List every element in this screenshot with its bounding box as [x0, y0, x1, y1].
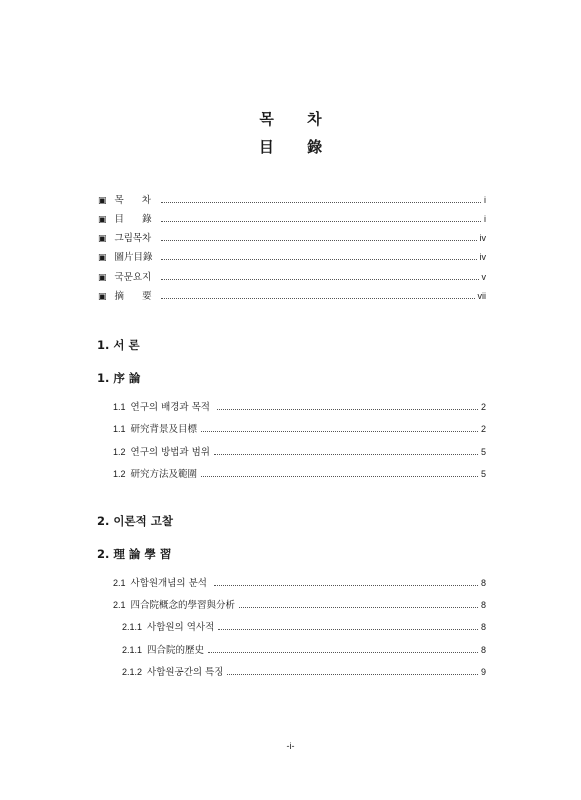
toc-front-item[interactable]: [98, 232, 486, 245]
toc-entry[interactable]: [113, 401, 486, 414]
toc-front-item[interactable]: [98, 213, 486, 226]
square-bullet-icon: ▣: [98, 234, 107, 244]
toc-entry-number: 1.2: [113, 469, 126, 479]
toc-entry-label: 국문요지: [114, 272, 152, 283]
toc-entry[interactable]: [122, 621, 486, 634]
toc-entry-label: 研究背景及目標: [130, 424, 198, 435]
toc-entry-number: 2.1.2: [122, 667, 143, 677]
toc-entry-label: 그림목차: [114, 233, 152, 244]
dot-leader: [217, 409, 478, 410]
dot-leader: [218, 629, 478, 630]
toc-front-item[interactable]: [98, 194, 486, 207]
chapter-heading[interactable]: 2. 理 論 學 習: [97, 547, 172, 561]
toc-entry-number: 1.1: [113, 424, 126, 434]
toc-entry-label: 연구의 방법과 범위: [130, 447, 210, 458]
dot-leader: [161, 202, 481, 203]
dot-leader: [201, 476, 478, 477]
toc-entry-label: 目 錄: [114, 214, 152, 225]
toc-title-korean: 목 차: [259, 110, 336, 128]
toc-entry-label: 연구의 배경과 목적: [130, 402, 213, 413]
toc-entry-label: 研究方法及範圍: [130, 469, 198, 480]
dot-leader: [161, 259, 477, 260]
chapter-heading[interactable]: 2. 이론적 고찰: [97, 514, 173, 528]
dot-leader: [214, 454, 478, 455]
toc-entry-page: 8: [480, 622, 486, 632]
dot-leader: [227, 674, 478, 675]
dot-leader: [161, 279, 479, 280]
square-bullet-icon: ▣: [98, 292, 107, 302]
dot-leader: [214, 585, 478, 586]
toc-entry[interactable]: [113, 423, 486, 436]
square-bullet-icon: ▣: [98, 273, 107, 283]
toc-entry-page: v: [481, 272, 486, 282]
toc-entry-number: 2.1.1: [122, 645, 143, 655]
square-bullet-icon: ▣: [98, 215, 107, 225]
chapter-heading[interactable]: 1. 서 론: [97, 338, 140, 352]
toc-entry[interactable]: [113, 599, 486, 612]
toc-entry-page: i: [484, 214, 486, 224]
toc-entry-page: vii: [477, 291, 486, 301]
toc-front-item[interactable]: [98, 271, 486, 284]
toc-entry-number: 2.1: [113, 578, 126, 588]
toc-entry-page: 8: [480, 600, 486, 610]
toc-entry-number: 1.1: [113, 402, 126, 412]
toc-entry-label: 圖片目錄: [114, 252, 153, 263]
toc-entry[interactable]: [122, 644, 486, 657]
toc-entry-page: 8: [480, 645, 486, 655]
square-bullet-icon: ▣: [98, 196, 107, 206]
toc-entry-page: 8: [480, 578, 486, 588]
square-bullet-icon: ▣: [98, 253, 107, 263]
toc-entry[interactable]: [113, 446, 486, 459]
toc-entry-number: 1.2: [113, 447, 126, 457]
toc-entry-label: 四合院概念的學習與分析: [130, 600, 236, 611]
toc-entry[interactable]: [113, 468, 486, 481]
toc-entry-page: 5: [480, 447, 486, 457]
toc-front-item[interactable]: [98, 251, 486, 264]
toc-entry-label: 四合院的歷史: [147, 645, 205, 656]
dot-leader: [161, 298, 475, 299]
toc-entry-label: 사합원공간의 특징: [147, 667, 224, 678]
toc-title-hanja: 目 錄: [258, 138, 337, 156]
toc-entry-page: 2: [480, 402, 486, 412]
toc-entry-page: 5: [480, 469, 486, 479]
toc-entry-page: i: [484, 195, 486, 205]
dot-leader: [208, 652, 478, 653]
toc-entry-label: 摘 要: [114, 291, 152, 302]
page-number: -i-: [286, 741, 295, 751]
toc-entry-page: 9: [480, 667, 486, 677]
toc-entry-label: 목 차: [114, 195, 151, 206]
dot-leader: [161, 221, 481, 222]
toc-entry-label: 사합원의 역사적: [147, 622, 215, 633]
chapter-heading[interactable]: 1. 序 論: [97, 371, 141, 385]
toc-entry-page: iv: [479, 252, 486, 262]
toc-entry-page: 2: [480, 424, 486, 434]
toc-entry-page: iv: [479, 233, 486, 243]
toc-entry[interactable]: [113, 577, 486, 590]
toc-entry-number: 2.1: [113, 600, 126, 610]
toc-entry-label: 사합원개념의 분석: [130, 578, 210, 589]
dot-leader: [201, 431, 478, 432]
dot-leader: [239, 607, 478, 608]
toc-entry[interactable]: [122, 666, 486, 679]
toc-front-item[interactable]: [98, 290, 486, 303]
dot-leader: [161, 240, 477, 241]
toc-entry-number: 2.1.1: [122, 622, 143, 632]
